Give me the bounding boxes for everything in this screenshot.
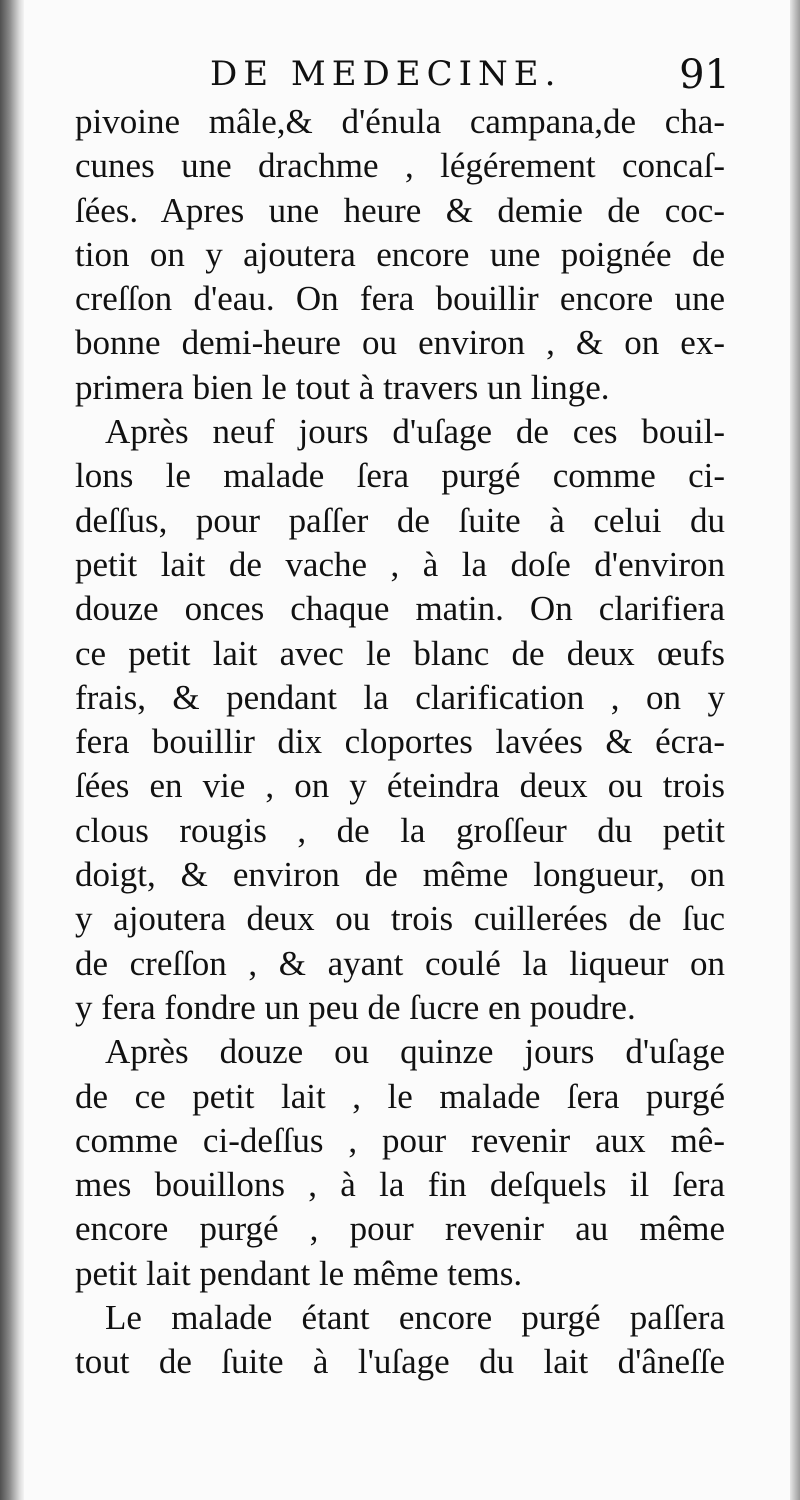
text-line: Après douze ou quinze jours d'uſage xyxy=(105,1032,725,1072)
text-line: tout de ſuite à l'uſage du lait d'âneſſe xyxy=(75,1342,725,1382)
text-line: comme ci-deſſus , pour revenir aux mê- xyxy=(75,1120,725,1160)
text-line: tion on y ajoutera encore une poignée de xyxy=(75,234,725,274)
page-header xyxy=(60,48,730,108)
page-number: 91 xyxy=(679,52,730,98)
text-line: ſées en vie , on y éteindra deux ou trois xyxy=(75,766,725,806)
page-edge-shadow xyxy=(790,0,800,1500)
text-line: pivoine mâle,& d'énula campana,de cha- xyxy=(75,102,725,141)
text-line: primera bien le tout à travers un linge. xyxy=(75,367,610,407)
text-line: douze onces chaque matin. On clarifiera xyxy=(75,589,725,629)
text-line: ce petit lait avec le blanc de deux œufs xyxy=(75,633,725,673)
text-line: Le malade étant encore purgé paſſera xyxy=(105,1298,725,1338)
text-line: clous rougis , de la groſſeur du petit xyxy=(75,810,725,850)
text-line: y ajoutera deux ou trois cuillerées de ſuc xyxy=(75,899,725,939)
text-line: creſſon d'eau. On fera bouillir encore une xyxy=(75,279,725,319)
text-line: bonne demi-heure ou environ , & on ex- xyxy=(75,323,725,363)
running-head: DE MEDECINE. xyxy=(210,54,562,94)
text-line: petit lait pendant le même tems. xyxy=(75,1253,523,1293)
text-line: de creſſon , & ayant coulé la liqueur on xyxy=(75,943,725,983)
text-line: frais, & pendant la clarification , on y xyxy=(75,677,725,717)
body-text xyxy=(75,100,725,1385)
text-line: Après neuf jours d'uſage de ces bouil- xyxy=(105,412,725,452)
text-line: ſées. Apres une heure & demie de coc- xyxy=(75,190,725,230)
text-line: deſſus, pour paſſer de ſuite à celui du xyxy=(75,500,725,540)
text-line: fera bouillir dix cloportes lavées & écra- xyxy=(75,722,725,762)
text-line: doigt, & environ de même longueur, on xyxy=(75,855,725,895)
text-line: petit lait de vache , à la doſe d'environ xyxy=(75,544,725,584)
text-line: cunes une drachme , légérement concaſ- xyxy=(75,146,725,186)
text-line: mes bouillons , à la fin deſquels il ſera xyxy=(75,1165,725,1205)
page-gutter-shadow xyxy=(0,0,24,1500)
text-line: encore purgé , pour revenir au même xyxy=(75,1209,725,1249)
text-line: de ce petit lait , le malade ſera purgé xyxy=(75,1076,725,1116)
text-line: lons le malade ſera purgé comme ci- xyxy=(75,456,725,496)
text-line: y fera fondre un peu de ſucre en poudre. xyxy=(75,987,636,1027)
